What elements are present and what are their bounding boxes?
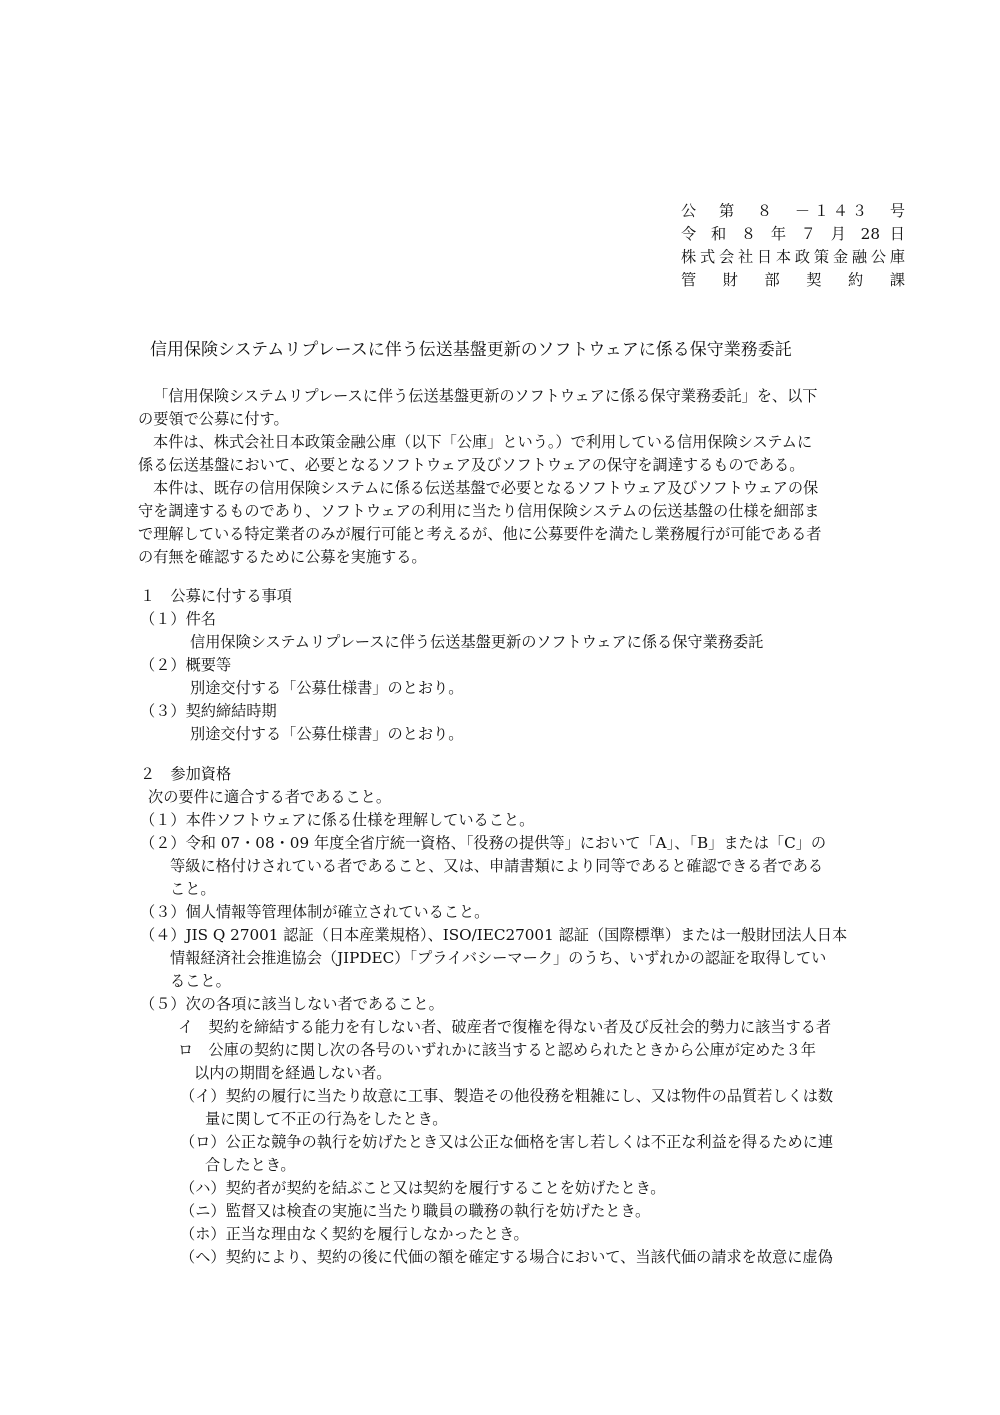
section-1-item: 別途交付する「公募仕様書」のとおり。 xyxy=(190,725,464,743)
issuer-organization: 株式会社日本政策金融公庫 xyxy=(681,248,905,266)
intro-line: 守を調達するものであり、ソフトウェアの利用に当たり信用保険システムの伝送基盤の仕様を細部ま xyxy=(138,502,820,520)
section-2-line: 量に関して不正の行為をしたとき。 xyxy=(205,1110,448,1128)
intro-line: で理解している特定業者のみが履行可能と考えるが、他に公募要件を満たし業務履行が可能である者 xyxy=(138,525,822,543)
intro-line: の有無を確認するために公募を実施する。 xyxy=(138,548,427,566)
section-1-heading: １ 公募に付する事項 xyxy=(140,587,292,605)
intro-line: の要領で公募に付す。 xyxy=(138,410,289,428)
section-2-line: 情報経済社会推進協会（JIPDEC）「プライバシーマーク」のうち、いずれかの認証を取得してい xyxy=(170,949,827,967)
section-2-line: （１）本件ソフトウェアに係る仕様を理解していること。 xyxy=(140,811,535,829)
section-2-line: （ヘ）契約により、契約の後に代価の額を確定する場合において、当該代価の請求を故意に虚偽 xyxy=(180,1248,833,1266)
document-title: 信用保険システムリプレースに伴う伝送基盤更新のソフトウェアに係る保守業務委託 xyxy=(150,340,792,360)
issuer-department: 管 財 部 契 約 課 xyxy=(681,271,905,289)
document-number: 公 第 ８ －１４３ 号 xyxy=(681,202,905,220)
section-2-line: （３）個人情報等管理体制が確立されていること。 xyxy=(140,903,490,921)
intro-line: 係る伝送基盤において、必要となるソフトウェア及びソフトウェアの保守を調達するものである。 xyxy=(138,456,805,474)
section-2-line: （ホ）正当な理由なく契約を履行しなかったとき。 xyxy=(180,1225,529,1243)
section-2-line: 合したとき。 xyxy=(205,1156,296,1174)
section-1-item: 信用保険システムリプレースに伴う伝送基盤更新のソフトウェアに係る保守業務委託 xyxy=(190,633,764,651)
section-2-line: 以内の期間を経過しない者。 xyxy=(194,1064,392,1082)
section-1-item: 別途交付する「公募仕様書」のとおり。 xyxy=(190,679,464,697)
intro-line: 「信用保険システムリプレースに伴う伝送基盤更新のソフトウェアに係る保守業務委託」を、以下 xyxy=(153,387,818,405)
section-2-line: ること。 xyxy=(170,972,231,990)
section-2-line: （ニ）監督又は検査の実施に当たり職員の職務の執行を妨げたとき。 xyxy=(180,1202,651,1220)
section-2-line: （２）令和 07・08・09 年度全省庁統一資格、「役務の提供等」において「A」、「B」または「C」の xyxy=(140,834,827,852)
section-2-line: （ハ）契約者が契約を結ぶこと又は契約を履行することを妨げたとき。 xyxy=(180,1179,666,1197)
section-1-item: （２）概要等 xyxy=(140,656,232,674)
section-2-heading: ２ 参加資格 xyxy=(140,765,232,783)
section-2-line: こと。 xyxy=(170,880,216,898)
section-1-item: （３）契約締結時期 xyxy=(140,702,277,720)
section-2-line: 等級に格付けされている者であること、又は、申請書類により同等であると確認できる者である xyxy=(170,857,824,875)
section-2-line: 次の要件に適合する者であること。 xyxy=(148,788,391,806)
section-2-line: イ 契約を締結する能力を有しない者、破産者で復権を得ない者及び反社会的勢力に該当する者 xyxy=(178,1018,832,1036)
intro-line: 本件は、既存の信用保険システムに係る伝送基盤で必要となるソフトウェア及びソフトウェアの保 xyxy=(153,479,819,497)
document-date: 令 和 ８ 年 ７ 月 28 日 xyxy=(681,225,905,243)
section-1-item: （１）件名 xyxy=(140,610,216,628)
section-2-line: （４）JIS Q 27001 認証（日本産業規格）、ISO/IEC27001 認証（国際標準）または一般財団法人日本 xyxy=(140,926,848,944)
intro-line: 本件は、株式会社日本政策金融公庫（以下「公庫」という。）で利用している信用保険システムに xyxy=(153,433,813,451)
section-2-line: （イ）契約の履行に当たり故意に工事、製造その他役務を粗雑にし、又は物件の品質若しくは数 xyxy=(180,1087,834,1105)
section-2-line: （ロ）公正な競争の執行を妨げたとき又は公正な価格を害し若しくは不正な利益を得るために連 xyxy=(180,1133,834,1151)
section-2-line: （５）次の各項に該当しない者であること。 xyxy=(140,995,444,1013)
section-2-line: ロ 公庫の契約に関し次の各号のいずれかに該当すると認められたときから公庫が定めた３年 xyxy=(178,1041,816,1059)
